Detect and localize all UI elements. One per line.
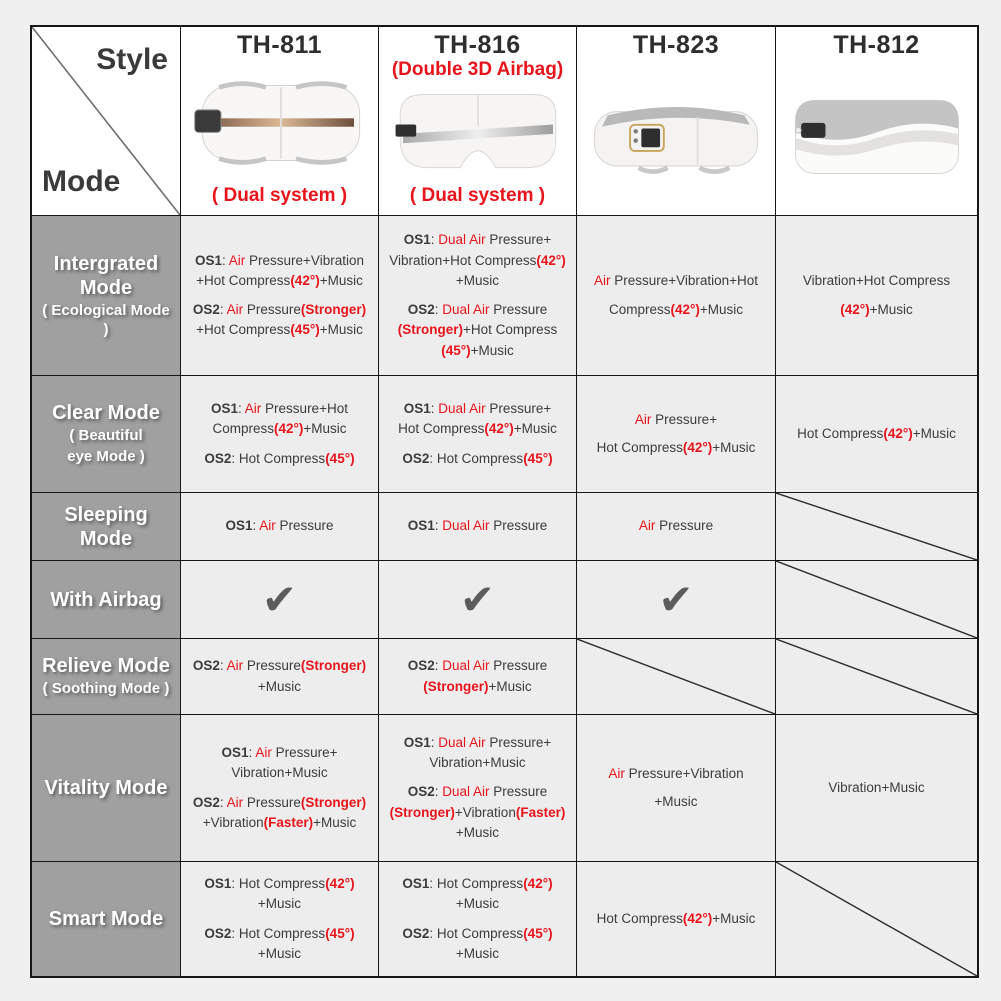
na-diagonal-line bbox=[776, 639, 977, 714]
text-segment: (42°) bbox=[273, 421, 304, 437]
text-segment: Pressure+ bbox=[271, 745, 338, 760]
column-title: TH-816 bbox=[434, 31, 521, 59]
table-cell bbox=[181, 561, 378, 638]
comparison-table bbox=[30, 25, 979, 978]
text-segment: Vibration+Music bbox=[429, 755, 526, 771]
table-cell bbox=[577, 376, 775, 492]
text-segment: : bbox=[434, 518, 443, 534]
text-line bbox=[456, 894, 499, 914]
text-line bbox=[193, 656, 366, 676]
text-segment: (45°) bbox=[290, 322, 320, 338]
text-line bbox=[635, 406, 717, 434]
text-line bbox=[404, 230, 551, 250]
column-title: TH-823 bbox=[632, 31, 720, 59]
not-applicable-cell bbox=[776, 493, 977, 560]
text-segment: Vibration+Hot Compress bbox=[802, 273, 951, 289]
text-segment: Pressure+ bbox=[485, 734, 552, 750]
text-segment: +Vibration bbox=[202, 814, 264, 830]
text-segment: Vibration+Music bbox=[231, 765, 328, 781]
text-segment: Vibration+Hot Compress bbox=[389, 252, 537, 268]
table-cell bbox=[181, 376, 378, 492]
text-segment: Pressure+Hot bbox=[261, 401, 348, 417]
text-segment: Dual Air bbox=[442, 518, 490, 534]
text-line bbox=[196, 320, 363, 340]
text-segment: +Music bbox=[470, 342, 514, 358]
eye-massager-angled-top-view-image bbox=[587, 88, 765, 184]
text-segment: (Stronger) bbox=[397, 322, 464, 338]
not-applicable-cell bbox=[776, 862, 977, 976]
text-segment: Pressure bbox=[489, 518, 548, 534]
text-segment: +Hot Compress bbox=[196, 272, 291, 288]
text-segment: +Hot Compress bbox=[196, 322, 291, 338]
text-line bbox=[258, 894, 301, 914]
text-segment: Compress bbox=[608, 301, 671, 317]
text-segment: Hot Compress bbox=[596, 910, 683, 926]
eye-massager-front-view-image bbox=[389, 84, 567, 180]
text-segment: OS2 bbox=[407, 658, 435, 674]
text-segment: Pressure bbox=[275, 518, 334, 534]
text-segment: OS1 bbox=[211, 401, 239, 417]
row-label: Sleeping Mode bbox=[64, 503, 148, 550]
text-segment: OS2 bbox=[407, 302, 435, 317]
text-segment: Pressure+Vibration bbox=[245, 252, 364, 268]
checkmark-icon: ✔ bbox=[261, 575, 298, 623]
table-cell bbox=[776, 376, 977, 492]
text-segment: Pressure+Vibration+Hot bbox=[610, 273, 759, 289]
text-line bbox=[222, 743, 338, 763]
text-segment: Hot Compress bbox=[596, 440, 683, 455]
text-segment: : bbox=[248, 745, 256, 760]
text-line bbox=[840, 296, 913, 324]
text-segment: (42°) bbox=[536, 252, 566, 268]
text-segment: OS2 bbox=[402, 925, 430, 941]
row-label: Relieve Mode bbox=[42, 655, 170, 678]
na-diagonal-line bbox=[577, 639, 775, 714]
text-line bbox=[609, 296, 743, 324]
text-segment: Hot Compress bbox=[797, 425, 884, 441]
text-line bbox=[429, 753, 525, 773]
text-segment: (42°) bbox=[325, 876, 355, 891]
text-segment: : Hot Compress bbox=[231, 876, 326, 891]
text-segment: Compress bbox=[212, 421, 274, 437]
text-line bbox=[193, 793, 366, 813]
text-line bbox=[402, 874, 552, 894]
text-segment: : bbox=[430, 734, 439, 750]
row-header-with-airbag bbox=[32, 561, 180, 638]
text-segment: +Music bbox=[699, 301, 744, 317]
text-segment: : bbox=[434, 302, 443, 317]
text-line bbox=[797, 424, 956, 444]
text-segment: OS1 bbox=[195, 252, 223, 268]
text-segment: OS1 bbox=[403, 232, 431, 248]
text-segment: (42°) bbox=[682, 440, 713, 455]
column-title: TH-812 bbox=[833, 31, 920, 59]
text-segment: +Music bbox=[455, 945, 500, 961]
text-segment: Dual Air bbox=[438, 232, 486, 248]
table-cell bbox=[181, 639, 378, 714]
product-image-box bbox=[581, 60, 771, 211]
text-segment: Pressure bbox=[243, 658, 301, 674]
text-line bbox=[594, 267, 758, 295]
text-segment: Pressure bbox=[489, 658, 548, 674]
column-header-th816 bbox=[379, 27, 576, 215]
text-line bbox=[408, 516, 548, 536]
text-segment: (45°) bbox=[325, 450, 355, 466]
eye-massager-front-view-image bbox=[788, 88, 966, 184]
na-diagonal-line bbox=[776, 862, 977, 976]
not-applicable-cell bbox=[776, 639, 977, 714]
text-line bbox=[456, 823, 499, 843]
text-segment: Pressure+ bbox=[485, 401, 552, 417]
row-header-intergrated-mode bbox=[32, 216, 180, 375]
text-segment: OS2 bbox=[204, 925, 232, 941]
text-segment: +Music bbox=[488, 678, 532, 694]
text-segment: +Music bbox=[513, 421, 557, 437]
text-segment: +Music bbox=[257, 896, 302, 912]
text-segment: Air bbox=[244, 401, 262, 417]
text-line bbox=[195, 251, 364, 271]
text-segment: : Hot Compress bbox=[231, 450, 326, 466]
text-segment: (Faster) bbox=[263, 814, 314, 830]
text-segment: : Hot Compress bbox=[429, 925, 524, 941]
text-segment: +Music bbox=[712, 910, 756, 926]
text-segment: (Stronger) bbox=[300, 658, 367, 674]
row-label: Clear Mode bbox=[52, 402, 160, 425]
text-segment: Hot Compress bbox=[398, 421, 485, 437]
text-segment: OS1 bbox=[225, 518, 253, 534]
text-segment: : bbox=[430, 232, 439, 248]
text-line bbox=[404, 733, 551, 753]
text-segment: (45°) bbox=[325, 925, 355, 941]
row-sublabel: ( Ecological Mode ) bbox=[42, 301, 170, 338]
text-segment: OS2 bbox=[192, 794, 220, 810]
text-segment: OS1 bbox=[221, 745, 249, 760]
table-cell bbox=[181, 216, 378, 375]
text-segment: Pressure bbox=[243, 794, 301, 810]
checkmark-icon: ✔ bbox=[459, 575, 496, 623]
text-segment: +Music bbox=[319, 322, 363, 338]
product-image-box bbox=[185, 60, 374, 185]
text-segment: +Music bbox=[912, 425, 956, 441]
text-segment: Pressure bbox=[489, 784, 548, 800]
text-segment: Dual Air bbox=[442, 658, 490, 674]
not-applicable-cell bbox=[776, 561, 977, 638]
row-sublabel: ( Soothing Mode ) bbox=[42, 680, 170, 698]
text-line bbox=[456, 944, 499, 964]
text-line bbox=[211, 399, 348, 419]
text-line bbox=[803, 267, 950, 295]
table-cell bbox=[776, 216, 977, 375]
text-line bbox=[639, 516, 713, 536]
text-segment: Air bbox=[226, 658, 244, 674]
text-line bbox=[204, 449, 354, 469]
table-cell bbox=[379, 862, 576, 976]
text-segment: Pressure+Vibration bbox=[624, 765, 744, 781]
text-segment: (Stronger) bbox=[300, 794, 367, 810]
row-header-clear-mode bbox=[32, 376, 180, 492]
text-line bbox=[441, 341, 514, 361]
na-diagonal-line bbox=[776, 493, 977, 560]
text-segment: : Hot Compress bbox=[429, 450, 524, 466]
text-line bbox=[456, 271, 499, 291]
row-label: Intergrated Mode bbox=[53, 252, 159, 299]
table-cell bbox=[379, 715, 576, 861]
column-header-th812 bbox=[776, 27, 977, 215]
text-line bbox=[608, 760, 743, 788]
text-segment: +Music bbox=[455, 896, 500, 912]
text-segment: OS2 bbox=[192, 658, 220, 674]
text-segment: OS2 bbox=[204, 450, 232, 466]
text-segment: (Stronger) bbox=[300, 302, 367, 317]
text-segment: OS1 bbox=[403, 734, 431, 750]
row-header-relieve-mode bbox=[32, 639, 180, 714]
text-segment: (42°) bbox=[682, 910, 713, 926]
text-segment: Pressure bbox=[489, 302, 548, 317]
text-segment: Air bbox=[259, 518, 276, 534]
text-segment: Pressure bbox=[243, 302, 301, 317]
table-cell bbox=[181, 862, 378, 976]
text-segment: Dual Air bbox=[438, 401, 486, 417]
text-segment: : bbox=[252, 518, 260, 534]
text-segment: : Hot Compress bbox=[429, 876, 524, 891]
text-line bbox=[204, 924, 354, 944]
text-line bbox=[408, 656, 548, 676]
text-line bbox=[398, 419, 557, 439]
column-title: TH-811 bbox=[237, 31, 322, 59]
text-segment: Air bbox=[638, 518, 656, 534]
text-segment: OS1 bbox=[402, 876, 430, 891]
text-segment: (42°) bbox=[484, 421, 514, 437]
row-label: Vitality Mode bbox=[44, 777, 168, 799]
text-line bbox=[402, 924, 552, 944]
row-label: Smart Mode bbox=[48, 908, 164, 930]
row-sublabel: eye Mode ) bbox=[67, 448, 145, 465]
text-segment: : bbox=[434, 784, 443, 800]
text-line bbox=[597, 434, 756, 462]
table-cell bbox=[577, 715, 775, 861]
text-segment: Air bbox=[634, 411, 652, 427]
text-segment: (45°) bbox=[523, 450, 553, 466]
text-segment: Vibration+Music bbox=[828, 779, 925, 795]
text-segment: (Stronger) bbox=[423, 678, 489, 694]
row-header-sleeping-mode bbox=[32, 493, 180, 560]
column-header-th811 bbox=[181, 27, 378, 215]
row-header-smart-mode bbox=[32, 862, 180, 976]
text-line bbox=[258, 944, 301, 964]
text-segment: +Music bbox=[869, 301, 913, 317]
text-segment: : Hot Compress bbox=[231, 925, 326, 941]
table-cell bbox=[577, 862, 775, 976]
text-segment: Dual Air bbox=[442, 784, 490, 800]
text-line bbox=[404, 399, 551, 419]
text-segment: OS1 bbox=[403, 401, 431, 417]
table-cell bbox=[379, 376, 576, 492]
column-subtitle: (Double 3D Airbag) bbox=[391, 59, 564, 80]
row-label: With Airbag bbox=[50, 588, 162, 611]
text-segment: +Music bbox=[319, 272, 363, 288]
text-segment: : bbox=[238, 401, 245, 417]
text-segment: (42°) bbox=[290, 272, 320, 288]
text-segment: : bbox=[219, 658, 227, 674]
text-line bbox=[402, 449, 552, 469]
text-segment: (42°) bbox=[883, 425, 913, 441]
text-segment: : bbox=[434, 658, 443, 674]
text-segment: Air bbox=[226, 302, 244, 317]
text-segment: OS2 bbox=[407, 784, 435, 800]
text-segment: Air bbox=[255, 745, 272, 760]
text-line bbox=[258, 677, 301, 697]
text-line bbox=[193, 300, 366, 320]
text-line bbox=[225, 516, 333, 536]
text-segment: (45°) bbox=[523, 925, 553, 941]
text-segment: Pressure+ bbox=[485, 232, 552, 248]
text-segment: (42°) bbox=[670, 301, 700, 317]
text-segment: +Music bbox=[455, 272, 500, 288]
text-line bbox=[196, 271, 363, 291]
text-segment: Air bbox=[608, 765, 625, 781]
text-line bbox=[398, 320, 557, 340]
text-segment: (Stronger) bbox=[389, 804, 455, 820]
row-header-vitality-mode bbox=[32, 715, 180, 861]
text-line bbox=[423, 677, 531, 697]
text-segment: OS2 bbox=[402, 450, 430, 466]
table-cell bbox=[379, 493, 576, 560]
table-cell bbox=[181, 493, 378, 560]
product-image-box bbox=[780, 60, 973, 211]
text-segment: : bbox=[219, 302, 227, 317]
product-image-box bbox=[383, 80, 572, 185]
text-segment: (42°) bbox=[840, 301, 870, 317]
text-segment: (42°) bbox=[523, 876, 553, 891]
text-segment: : bbox=[222, 252, 229, 268]
text-segment: +Hot Compress bbox=[463, 322, 558, 338]
table-cell bbox=[577, 493, 775, 560]
text-line bbox=[203, 813, 357, 833]
text-segment: OS1 bbox=[407, 518, 435, 534]
text-line bbox=[212, 419, 346, 439]
text-line bbox=[597, 909, 756, 929]
corner-header-cell bbox=[32, 27, 180, 215]
eye-massager-top-view-image bbox=[191, 75, 369, 171]
text-segment: Dual Air bbox=[438, 734, 486, 750]
text-segment: +Music bbox=[313, 814, 357, 830]
text-segment: : bbox=[430, 401, 439, 417]
text-line bbox=[390, 803, 566, 823]
table-cell bbox=[379, 561, 576, 638]
text-segment: OS2 bbox=[192, 302, 220, 317]
text-line bbox=[408, 782, 548, 802]
text-line bbox=[654, 788, 697, 816]
text-line bbox=[408, 300, 548, 320]
text-segment: Air bbox=[226, 794, 244, 810]
text-segment: +Music bbox=[257, 678, 302, 694]
column-header-th823 bbox=[577, 27, 775, 215]
text-segment: Pressure bbox=[655, 518, 714, 534]
text-line bbox=[231, 763, 327, 783]
table-cell bbox=[776, 715, 977, 861]
text-segment: Air bbox=[593, 273, 611, 289]
table-cell bbox=[181, 715, 378, 861]
mode-label: Mode bbox=[42, 165, 121, 198]
text-segment: Pressure+ bbox=[651, 411, 718, 427]
text-segment: +Music bbox=[257, 945, 302, 961]
text-segment: +Music bbox=[654, 794, 698, 809]
text-line bbox=[204, 874, 354, 894]
table-cell bbox=[577, 216, 775, 375]
not-applicable-cell bbox=[577, 639, 775, 714]
text-segment: +Music bbox=[712, 440, 756, 455]
table-cell bbox=[577, 561, 775, 638]
text-segment: OS1 bbox=[204, 876, 232, 891]
text-segment: +Vibration bbox=[454, 804, 516, 820]
text-segment: : bbox=[219, 794, 227, 810]
na-diagonal-line bbox=[776, 561, 977, 638]
text-line bbox=[389, 251, 566, 271]
style-label: Style bbox=[96, 43, 168, 76]
text-line bbox=[828, 778, 924, 798]
text-segment: +Music bbox=[303, 421, 347, 437]
text-segment: +Music bbox=[455, 824, 500, 840]
column-footer: ( Dual system ) bbox=[211, 185, 348, 206]
text-segment: (Faster) bbox=[515, 804, 566, 820]
row-sublabel: ( Beautiful bbox=[69, 427, 143, 445]
table-cell bbox=[379, 639, 576, 714]
text-segment: Air bbox=[228, 252, 246, 268]
checkmark-icon: ✔ bbox=[658, 575, 694, 623]
column-footer: ( Dual system ) bbox=[409, 185, 546, 206]
text-segment: (45°) bbox=[441, 342, 471, 358]
table-cell bbox=[379, 216, 576, 375]
text-segment: Dual Air bbox=[442, 302, 490, 317]
